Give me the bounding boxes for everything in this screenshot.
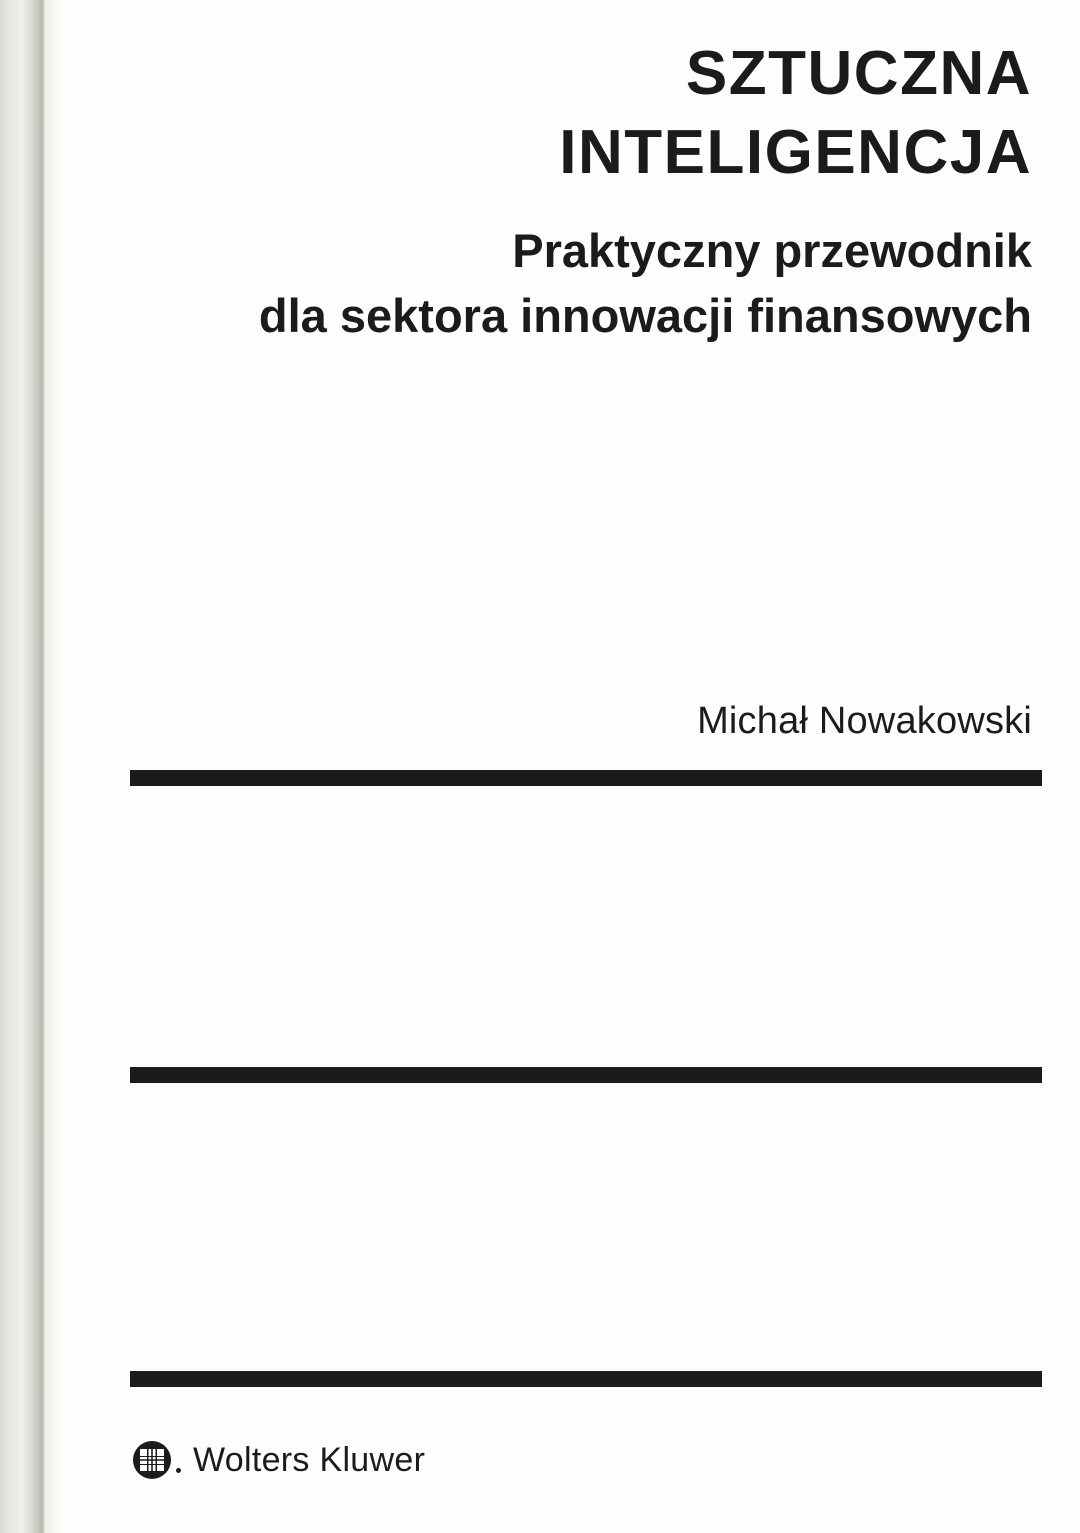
- publisher-logo: [132, 1440, 425, 1480]
- divider-rule-middle: [130, 1067, 1042, 1083]
- book-subtitle-line-2: dla sektora innowacji finansowych: [258, 288, 1032, 342]
- divider-rule-bottom: [130, 1371, 1042, 1387]
- book-subtitle-block: [132, 219, 1032, 349]
- book-title-line-2: INTELIGENCJA: [559, 118, 1032, 188]
- book-author: Michał Nowakowski: [697, 700, 1032, 742]
- book-spine-shading: [0, 0, 46, 1533]
- divider-rule-top: [130, 770, 1042, 786]
- book-spine-edge: [46, 0, 60, 1533]
- publisher-name: Wolters Kluwer: [193, 1440, 426, 1479]
- cover-content: [60, 0, 1080, 1533]
- book-title-block: [132, 34, 1032, 348]
- book-title-line-1: SZTUCZNA: [685, 39, 1032, 108]
- publisher-logo-dot: [176, 1468, 181, 1473]
- wolters-kluwer-grid-icon: [132, 1440, 172, 1480]
- book-subtitle-line-1: Praktyczny przewodnik: [512, 223, 1032, 277]
